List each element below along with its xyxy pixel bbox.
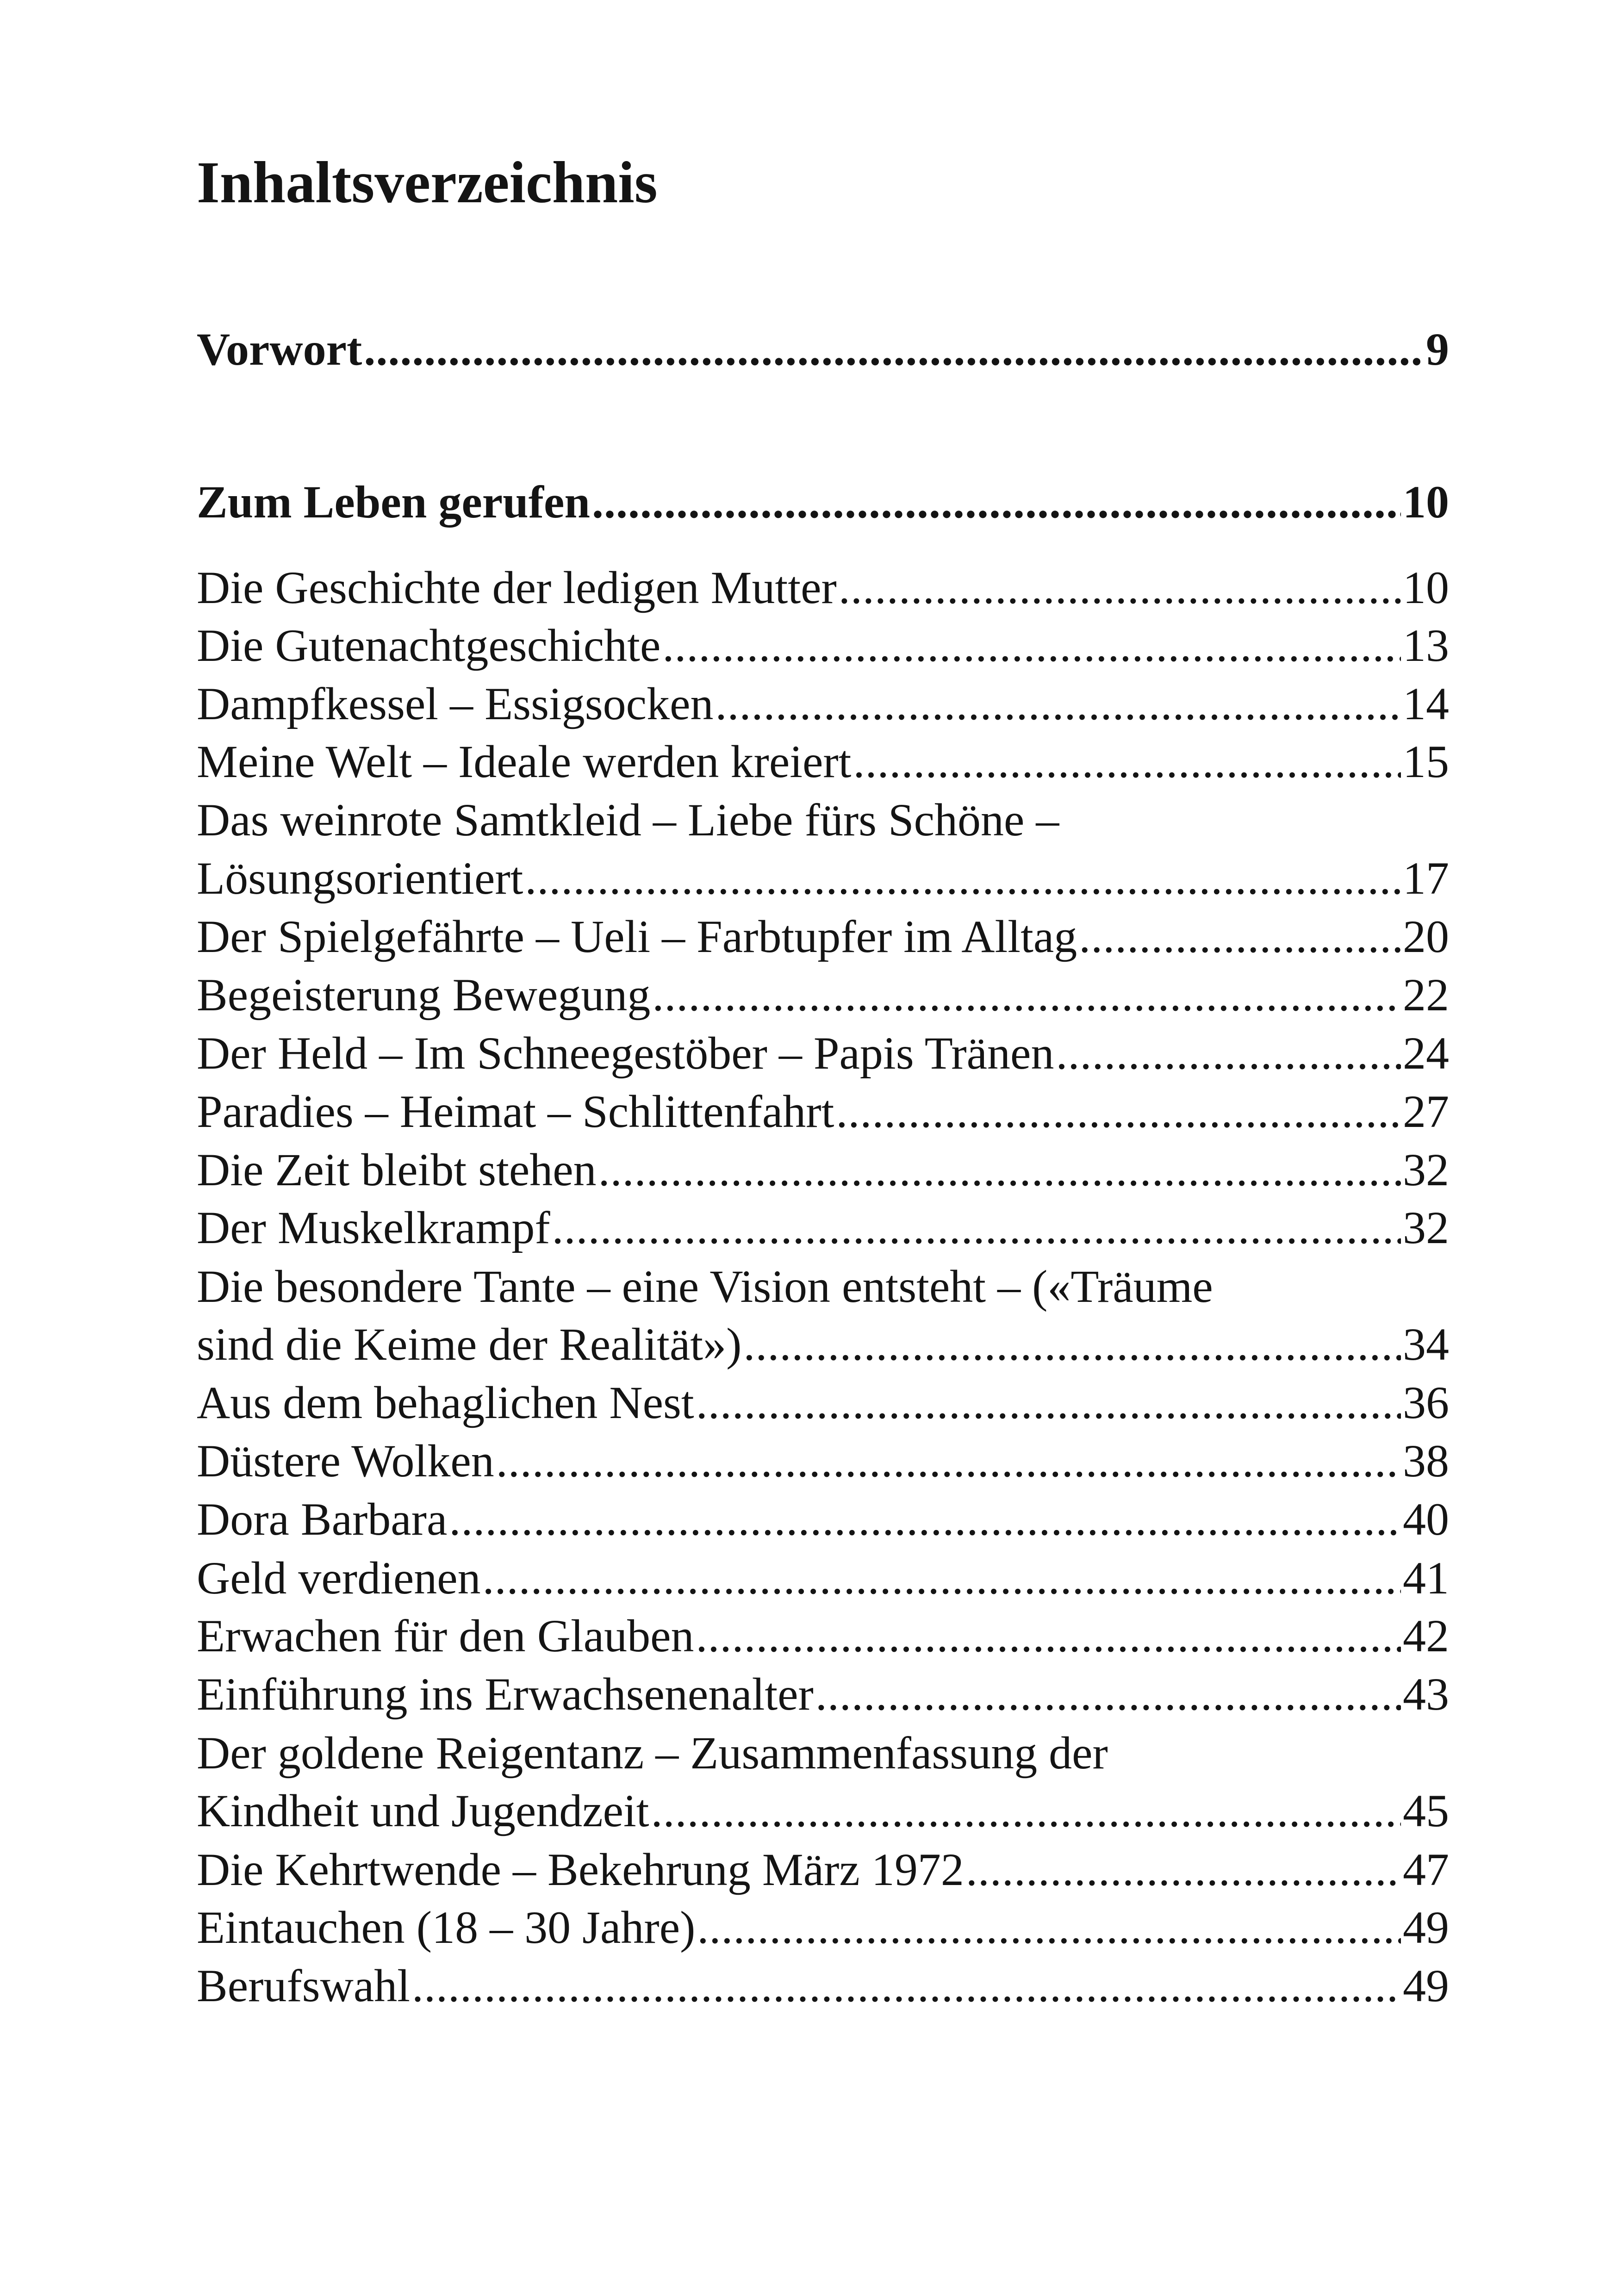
toc-entry-title: Einführung ins Erwachsenenalter (197, 1668, 814, 1720)
toc-entry (197, 853, 1449, 904)
toc-leader-dots (815, 1669, 1401, 1720)
toc-entry-title: Meine Welt – Ideale werden kreiert (197, 736, 852, 787)
toc-entry (197, 1436, 1449, 1487)
toc-page-number: 42 (1403, 1610, 1449, 1661)
toc-entry-title: Das weinrote Samtkleid – Liebe fürs Schöne – (197, 794, 1059, 846)
toc-entry-title: Der goldene Reigentanz – Zusammenfassung der (197, 1727, 1108, 1779)
toc-page-number: 24 (1403, 1027, 1449, 1079)
toc-entry (197, 1202, 1449, 1253)
toc-page-number: 34 (1403, 1319, 1449, 1370)
toc-page-number: 49 (1403, 1902, 1449, 1953)
toc-entry-title: Paradies – Heimat – Schlittenfahrt (197, 1086, 834, 1137)
toc-entry-title: Kindheit und Jugendzeit (197, 1785, 649, 1836)
toc-leader-dots (552, 1202, 1401, 1253)
toc-page-number: 47 (1403, 1844, 1449, 1895)
toc-entry (197, 1145, 1449, 1195)
toc-entry-title: Dora Barbara (197, 1493, 448, 1545)
toc-entry (197, 1319, 1449, 1370)
toc-entry-title: Die Gutenachtgeschichte (197, 620, 661, 671)
toc-page-number: 22 (1403, 969, 1449, 1020)
toc-entry (197, 1494, 1449, 1545)
toc-entry (197, 1902, 1449, 1953)
toc-leader-dots (598, 1145, 1401, 1195)
toc-entry-title: Der Spielgefährte – Ueli – Farbtupfer im Alltag (197, 911, 1077, 962)
toc-leader-dots (1056, 1028, 1401, 1079)
toc-entry-title: Aus dem behaglichen Nest (197, 1377, 694, 1428)
toc-page-number: 41 (1403, 1552, 1449, 1604)
toc-entry (197, 736, 1449, 787)
toc-entry-title: Eintauchen (18 – 30 Jahre) (197, 1902, 696, 1953)
toc-leader-dots (696, 1377, 1401, 1428)
toc-entry (197, 1553, 1449, 1604)
toc-entry-title: Der Muskelkrampf (197, 1202, 550, 1253)
toc-entry-title: sind die Keime der Realität») (197, 1319, 742, 1370)
toc-leader-dots (1079, 911, 1401, 962)
toc-entry (197, 911, 1449, 962)
toc-entry (197, 1028, 1449, 1079)
toc-leader-dots (662, 620, 1401, 671)
toc-entry-title: Dampfkessel – Essigsocken (197, 678, 714, 729)
toc-section-heading (197, 324, 1449, 375)
toc-entry (197, 1960, 1449, 2011)
toc-page-number: 13 (1403, 620, 1449, 671)
toc-entry (197, 1377, 1449, 1428)
toc-page-number: 14 (1403, 678, 1449, 729)
toc-leader-dots (651, 1786, 1401, 1836)
toc-entry (197, 1669, 1449, 1720)
toc-leader-dots (836, 1086, 1401, 1137)
page-title: Inhaltsverzeichnis (197, 149, 658, 215)
toc-leader-dots (715, 678, 1401, 729)
toc-entry-title: Düstere Wolken (197, 1435, 494, 1487)
toc-section-heading (197, 477, 1449, 528)
toc-entry (197, 795, 1449, 846)
toc-entry (197, 1611, 1449, 1661)
toc-entry (197, 1728, 1449, 1779)
toc-leader-dots (853, 736, 1401, 787)
toc-leader-dots (449, 1494, 1401, 1545)
toc-entry-title: Berufswahl (197, 1960, 410, 2011)
toc-leader-dots (364, 324, 1424, 375)
toc-page-number: 20 (1403, 911, 1449, 962)
toc-leader-dots (966, 1844, 1401, 1895)
toc-leader-dots (652, 970, 1401, 1020)
toc-page-number: 49 (1403, 1960, 1449, 2011)
toc-entry-title: Geld verdienen (197, 1552, 481, 1604)
toc-entry (197, 678, 1449, 729)
toc-page-number: 10 (1403, 476, 1449, 528)
toc-entry (197, 970, 1449, 1020)
toc-entry-title: Die Geschichte der ledigen Mutter (197, 562, 837, 613)
toc-leader-dots (525, 853, 1401, 904)
toc-entry-title: Die besondere Tante – eine Vision entsteht – («Träume (197, 1261, 1213, 1312)
toc-leader-dots (696, 1611, 1401, 1661)
toc-leader-dots (743, 1319, 1401, 1370)
toc-leader-dots (592, 477, 1401, 528)
toc-entry-title: Zum Leben gerufen (197, 476, 590, 528)
toc-page-number: 45 (1403, 1785, 1449, 1836)
toc-page-number: 15 (1403, 736, 1449, 787)
toc-leader-dots (839, 562, 1401, 613)
toc-entry-title: Lösungsorientiert (197, 852, 523, 904)
toc-entry (197, 1086, 1449, 1137)
toc-entry (197, 1844, 1449, 1895)
toc-page-number: 32 (1403, 1144, 1449, 1195)
toc-leader-dots (496, 1436, 1401, 1487)
toc-entry-title: Vorwort (197, 324, 362, 375)
toc-page-number: 43 (1403, 1668, 1449, 1720)
toc-page-number: 36 (1403, 1377, 1449, 1428)
toc-page-number: 27 (1403, 1086, 1449, 1137)
toc-leader-dots (697, 1902, 1401, 1953)
toc-page-number: 17 (1403, 852, 1449, 904)
toc-entry (197, 1261, 1449, 1312)
toc-page-number: 10 (1403, 562, 1449, 613)
toc-page-number: 9 (1426, 324, 1449, 375)
toc-entry-title: Erwachen für den Glauben (197, 1610, 694, 1661)
toc-entry-title: Der Held – Im Schneegestöber – Papis Tränen (197, 1027, 1054, 1079)
toc-page-number: 38 (1403, 1435, 1449, 1487)
toc-entry-title: Die Kehrtwende – Bekehrung März 1972 (197, 1844, 964, 1895)
toc-page-number: 40 (1403, 1493, 1449, 1545)
toc-entry (197, 620, 1449, 671)
toc-leader-dots (483, 1553, 1401, 1604)
toc-leader-dots (412, 1960, 1401, 2011)
toc-entry-title: Die Zeit bleibt stehen (197, 1144, 597, 1195)
toc-entry (197, 1786, 1449, 1836)
toc-entry-title: Begeisterung Bewegung (197, 969, 651, 1020)
toc-entry (197, 562, 1449, 613)
toc-page-number: 32 (1403, 1202, 1449, 1253)
